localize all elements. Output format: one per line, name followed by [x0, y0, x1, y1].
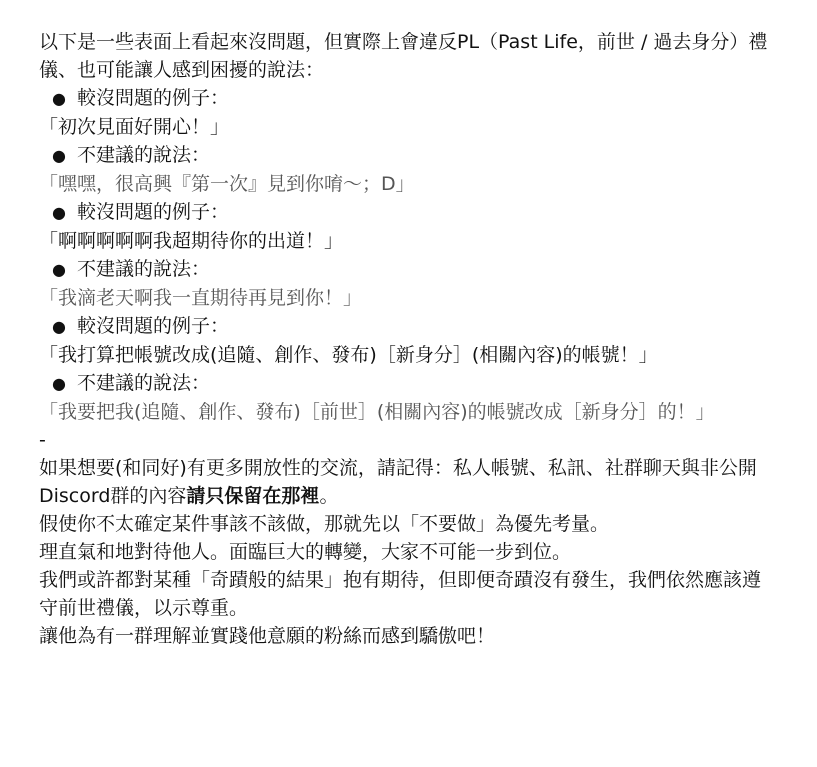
example-bullet-good-2 — [39, 198, 787, 227]
example-bullet-bad-1 — [39, 141, 787, 170]
example-quote-bad-2: 「我滴老天啊我一直期待再見到你！」 — [39, 287, 363, 309]
closing-section — [39, 454, 787, 650]
example-label: 不建議的說法： — [77, 372, 211, 394]
example-quote-bad-1: 「嘿嘿，很高興『第一次』見到你唷～；D」 — [39, 173, 415, 195]
bullet-icon: ● — [52, 146, 66, 165]
example-quote-bad-3: 「我要把我(追隨、創作、發布)［前世］(相關內容)的帳號改成［新身分］的！」 — [39, 401, 715, 423]
closing-paragraph-4: 我們或許都對某種「奇蹟般的結果」抱有期待，但即便奇蹟沒有發生，我們依然應該遵守前世禮儀，以示尊重。 — [39, 569, 762, 619]
example-label: 較沒問題的例子： — [77, 87, 230, 109]
closing-text: 如果想要(和同好)有更多開放性的交流，請記得：私人帳號、私訊、社群聊天與非公開Discord群的內容 — [39, 457, 757, 507]
closing-bold-text: 請只保留在那裡 — [186, 485, 320, 507]
closing-paragraph-5: 讓他為有一群理解並實踐他意願的粉絲而感到驕傲吧！ — [39, 625, 496, 647]
bullet-icon: ● — [52, 260, 66, 279]
example-quote-good-1: 「初次見面好開心！」 — [39, 116, 230, 138]
example-label: 不建議的說法： — [77, 258, 211, 280]
example-bullet-bad-2 — [39, 255, 787, 284]
bullet-icon: ● — [52, 203, 66, 222]
closing-paragraph-3: 理直氣和地對待他人。面臨巨大的轉變，大家不可能一步到位。 — [39, 541, 572, 563]
example-label: 不建議的說法： — [77, 144, 211, 166]
example-label: 較沒問題的例子： — [77, 315, 230, 337]
closing-paragraph-1 — [39, 454, 779, 510]
bullet-icon: ● — [52, 89, 66, 108]
example-quote-good-2: 「啊啊啊啊啊我超期待你的出道！」 — [39, 230, 344, 252]
closing-period: 。 — [319, 485, 339, 507]
bullet-icon: ● — [52, 317, 66, 336]
intro-paragraph: 以下是一些表面上看起來沒問題，但實際上會違反PL（Past Life，前世 / 過去身分）禮儀、也可能讓人感到困擾的說法： — [39, 31, 768, 81]
example-bullet-good-3 — [39, 312, 787, 341]
example-label: 較沒問題的例子： — [77, 201, 230, 223]
example-bullet-bad-3 — [39, 369, 787, 398]
bullet-icon: ● — [52, 374, 66, 393]
separator-dash: - — [39, 429, 46, 451]
closing-paragraph-2: 假使你不太確定某件事該不該做，那就先以「不要做」為優先考量。 — [39, 513, 610, 535]
example-bullet-good-1 — [39, 84, 787, 113]
example-quote-good-3: 「我打算把帳號改成(追隨、創作、發布)［新身分］(相關內容)的帳號！」 — [39, 344, 658, 366]
examples-list — [39, 84, 787, 426]
